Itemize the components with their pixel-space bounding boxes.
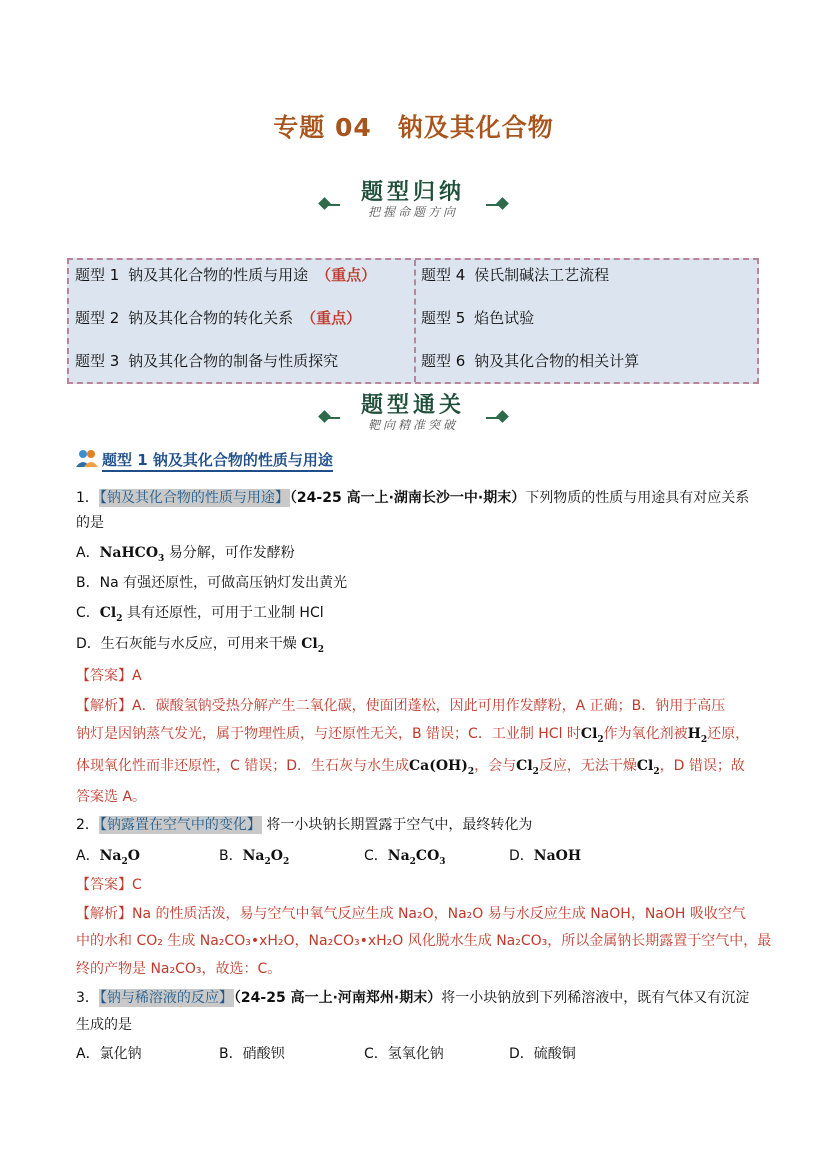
option-c: C．$Cl_2$ 具有还原性，可用于工业制 HCl [76, 605, 324, 624]
option-a: A．NaHCO$_3$ 易分解，可作发酵粉 [76, 545, 295, 564]
option-d: D．生石灰能与水反应，可用来干燥 $Cl_2$ [76, 636, 324, 655]
question-2-stem: 2．【钠露置在空气中的变化】 将一小块钠长期置露于空气中，最终转化为 [76, 817, 533, 833]
page-title: 专题 04 钠及其化合物 [273, 113, 554, 142]
option-b: B．硝酸钡 [219, 1046, 285, 1062]
option-a: A．氯化钠 [76, 1046, 142, 1062]
option-a: A．$Na_2O$ [76, 848, 140, 867]
banner-question-types [318, 173, 508, 223]
explanation: 钠灯是因钠蒸气发光，属于物理性质，与还原性无关，B 错误；C．工业制 HCl 时$Cl_2$作为氧化剂被$H_2$还原， [76, 726, 750, 745]
option-d: D．NaOH [509, 848, 582, 864]
question-type-table [67, 258, 759, 384]
question-3-stem: 3．【钠与稀溶液的反应】（24-25 高一上·河南郑州·期末）将一小块钠放到下列稀溶液中，既有气体又有沉淀 [76, 990, 750, 1006]
toc-item: 题型 5 焰色试验 [421, 309, 535, 327]
answer: 【答案】C [76, 877, 142, 893]
explanation: 中的水和 CO₂ 生成 Na₂CO₃•xH₂O，Na₂CO₃•xH₂O 风化脱水生成 Na₂CO₃，所以金属钠长期露置于空气中，最 [76, 933, 772, 949]
explanation: 终的产物是 Na₂CO₃，故选：C。 [76, 961, 282, 977]
option-b: B．Na 有强还原性，可做高压钠灯发出黄光 [76, 575, 348, 591]
section-heading: 题型 1 钠及其化合物的性质与用途 [76, 449, 333, 470]
explanation: 【解析】Na 的性质活泼，易与空气中氧气反应生成 Na₂O，Na₂O 易与水反应生成 NaOH，NaOH 吸收空气 [76, 906, 746, 922]
option-c: C．氢氧化钠 [364, 1046, 444, 1062]
banner-question-practice [318, 386, 508, 436]
option-d: D．硫酸铜 [509, 1046, 576, 1062]
explanation: 体现氧化性而非还原性，C 错误；D．生石灰与水生成$Ca(OH)_2$，会与$Cl_2$反应，无法干燥$Cl_2$，D 错误；故 [76, 758, 745, 777]
knowledge-tag: 【钠露置在空气中的变化】 [99, 817, 261, 833]
knowledge-tag: 【钠与稀溶液的反应】 [99, 990, 233, 1006]
toc-item: 题型 1 钠及其化合物的性质与用途 （重点） [75, 266, 377, 284]
banner-subtitle: 把握命题方向 [367, 205, 458, 219]
question-1-stem: 1．【钠及其化合物的性质与用途】（24-25 高一上·湖南长沙一中·期末）下列物质的性质与用途具有对应关系 [76, 490, 750, 506]
toc-item: 题型 6 钠及其化合物的相关计算 [421, 352, 640, 370]
table-divider [414, 260, 416, 382]
toc-item: 题型 3 钠及其化合物的制备与性质探究 [75, 352, 339, 370]
banner-title: 题型归纳 [360, 180, 465, 205]
toc-item: 题型 4 侯氏制碱法工艺流程 [421, 266, 610, 284]
option-c: C．$Na_2CO_3$ [364, 848, 446, 867]
answer: 【答案】A [76, 668, 142, 684]
explanation: 【解析】A．碳酸氢钠受热分解产生二氧化碳，使面团蓬松，因此可用作发酵粉，A 正确；B．钠用于高压 [76, 698, 726, 714]
question-1-stem-cont: 的是 [76, 515, 104, 531]
people-icon [76, 449, 98, 469]
toc-item: 题型 2 钠及其化合物的转化关系 （重点） [75, 309, 362, 327]
banner-subtitle: 靶向精准突破 [367, 418, 458, 432]
question-3-stem-cont: 生成的是 [76, 1017, 132, 1033]
knowledge-tag: 【钠及其化合物的性质与用途】 [99, 490, 289, 506]
banner-title: 题型通关 [360, 393, 465, 418]
option-b: B．$Na_2O_2$ [219, 848, 290, 867]
explanation: 答案选 A。 [76, 789, 147, 805]
